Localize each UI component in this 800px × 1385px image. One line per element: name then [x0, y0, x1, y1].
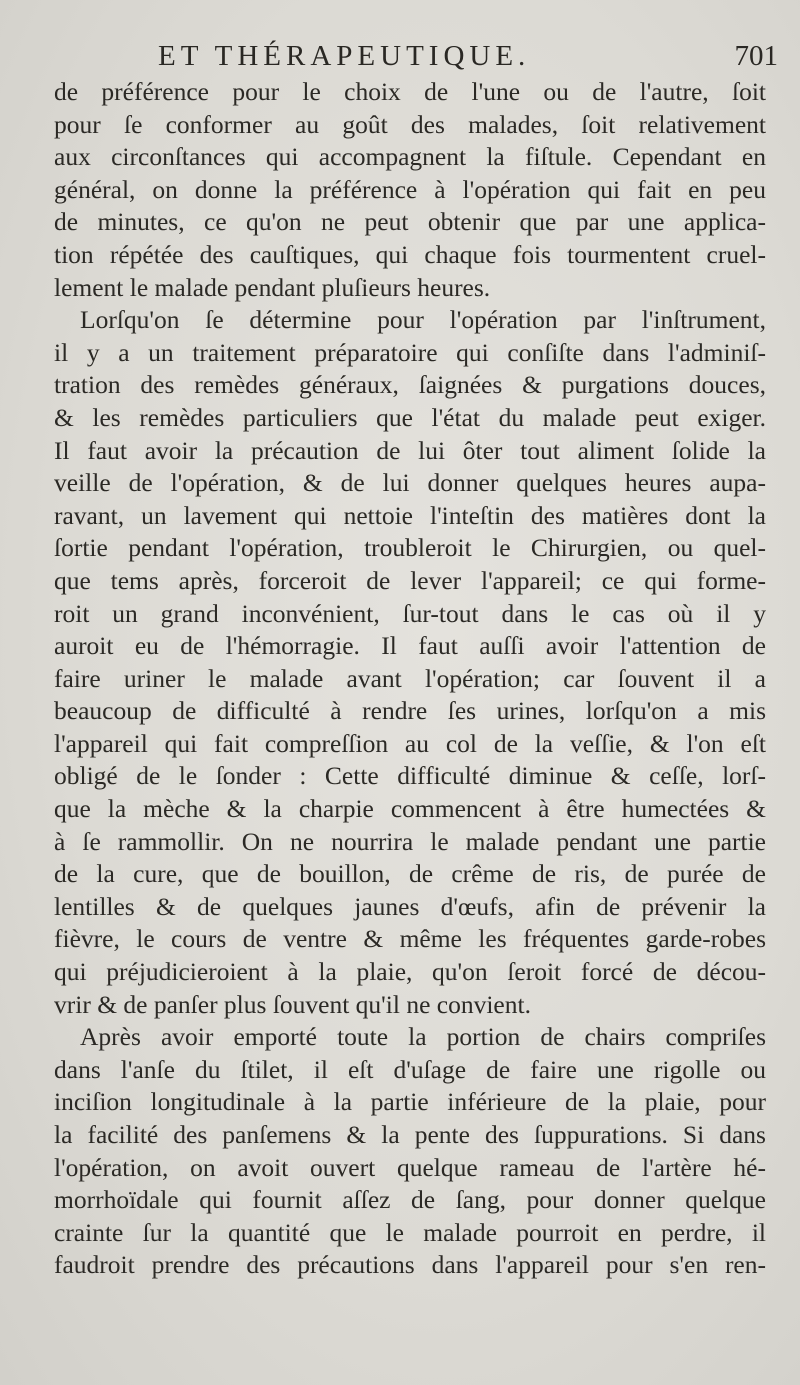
text-line: obligé de le ſonder : Cette difficulté diminue & ceſſe, lorſ-: [54, 761, 766, 791]
text-line: veille de l'opération, & de lui donner quelques heures aupa-: [54, 468, 766, 498]
text-line: tration des remèdes généraux, ſaignées & purgations douces,: [54, 370, 766, 400]
text-line: ſortie pendant l'opération, troubleroit le Chirurgien, ou quel-: [54, 533, 766, 563]
text-line: aux circonſtances qui accompagnent la fiſtule. Cependant en: [54, 142, 766, 172]
page-number: 701: [734, 40, 778, 72]
text-line: l'appareil qui fait compreſſion au col de la veſſie, & l'on eſt: [54, 728, 766, 758]
text-line: de préférence pour le choix de l'une ou de l'autre, ſoit: [54, 77, 766, 106]
text-line: pour ſe conformer au goût des malades, ſoit relativement: [54, 109, 766, 139]
text-line: fièvre, le cours de ventre & même les fréquentes garde-robes: [54, 924, 766, 954]
text-line: à ſe rammollir. On ne nourrira le malade pendant une partie: [54, 826, 766, 856]
text-line: que tems après, forceroit de lever l'appareil; ce qui forme-: [54, 565, 766, 595]
paragraph-2: [54, 304, 766, 1021]
running-title: ET THÉRAPEUTIQUE.: [158, 40, 531, 72]
text-line: Il faut avoir la précaution de lui ôter tout aliment ſolide la: [54, 435, 766, 465]
text-line: la facilité des panſemens & la pente des ſuppurations. Si dans: [54, 1120, 766, 1149]
text-line: tion répétée des cauſtiques, qui chaque fois tourmentent cruel-: [54, 239, 766, 269]
text-line: dans l'anſe du ſtilet, il eſt d'uſage de faire une rigolle ou: [54, 1054, 766, 1084]
text-line: qui préjudicieroient à la plaie, qu'on ſeroit forcé de décou-: [54, 957, 766, 987]
text-line: vrir & de panſer plus ſouvent qu'il ne convient.: [54, 989, 531, 1019]
text-line: lentilles & de quelques jaunes d'œufs, afin de prévenir la: [54, 891, 766, 921]
text-line: faire uriner le malade avant l'opération; car ſouvent il a: [54, 663, 766, 693]
text-line: général, on donne la préférence à l'opération qui fait en peu: [54, 174, 766, 204]
text-line: auroit eu de l'hémorragie. Il faut auſſi avoir l'attention de: [54, 631, 766, 661]
text-line: Lorſqu'on ſe détermine pour l'opération par l'inſtrument,: [80, 305, 766, 335]
page-header: [140, 40, 790, 76]
text-line: ravant, un lavement qui nettoie l'inteſtin des matières dont la: [54, 500, 766, 530]
text-line: Après avoir emporté toute la portion de chairs compriſes: [80, 1022, 766, 1052]
body-text: [54, 76, 766, 1282]
text-line: beaucoup de difficulté à rendre ſes urines, lorſqu'on a mis: [54, 696, 766, 726]
text-line: faudroit prendre des précautions dans l'appareil pour s'en ren-: [54, 1250, 766, 1280]
text-line: de la cure, que de bouillon, de crême de ris, de purée de: [54, 859, 766, 889]
text-line: roit un grand inconvénient, ſur-tout dans le cas où il y: [54, 598, 766, 628]
text-line: & les remèdes particuliers que l'état du malade peut exiger.: [54, 402, 766, 432]
paragraph-3: [54, 1021, 766, 1282]
text-line: inciſion longitudinale à la partie inférieure de la plaie, pour: [54, 1087, 766, 1117]
text-line: que la mèche & la charpie commencent à être humectées &: [54, 794, 766, 824]
paragraph-1: [54, 76, 766, 304]
text-line: l'opération, on avoit ouvert quelque rameau de l'artère hé-: [54, 1152, 766, 1182]
text-line: lement le malade pendant pluſieurs heures.: [54, 272, 491, 302]
text-line: crainte ſur la quantité que le malade pourroit en perdre, il: [54, 1217, 766, 1247]
text-line: morrhoïdale qui fournit aſſez de ſang, pour donner quelque: [54, 1185, 766, 1215]
text-line: il y a un traitement préparatoire qui conſiſte dans l'adminiſ-: [54, 337, 766, 367]
text-line: de minutes, ce qu'on ne peut obtenir que par une applica-: [54, 207, 766, 237]
